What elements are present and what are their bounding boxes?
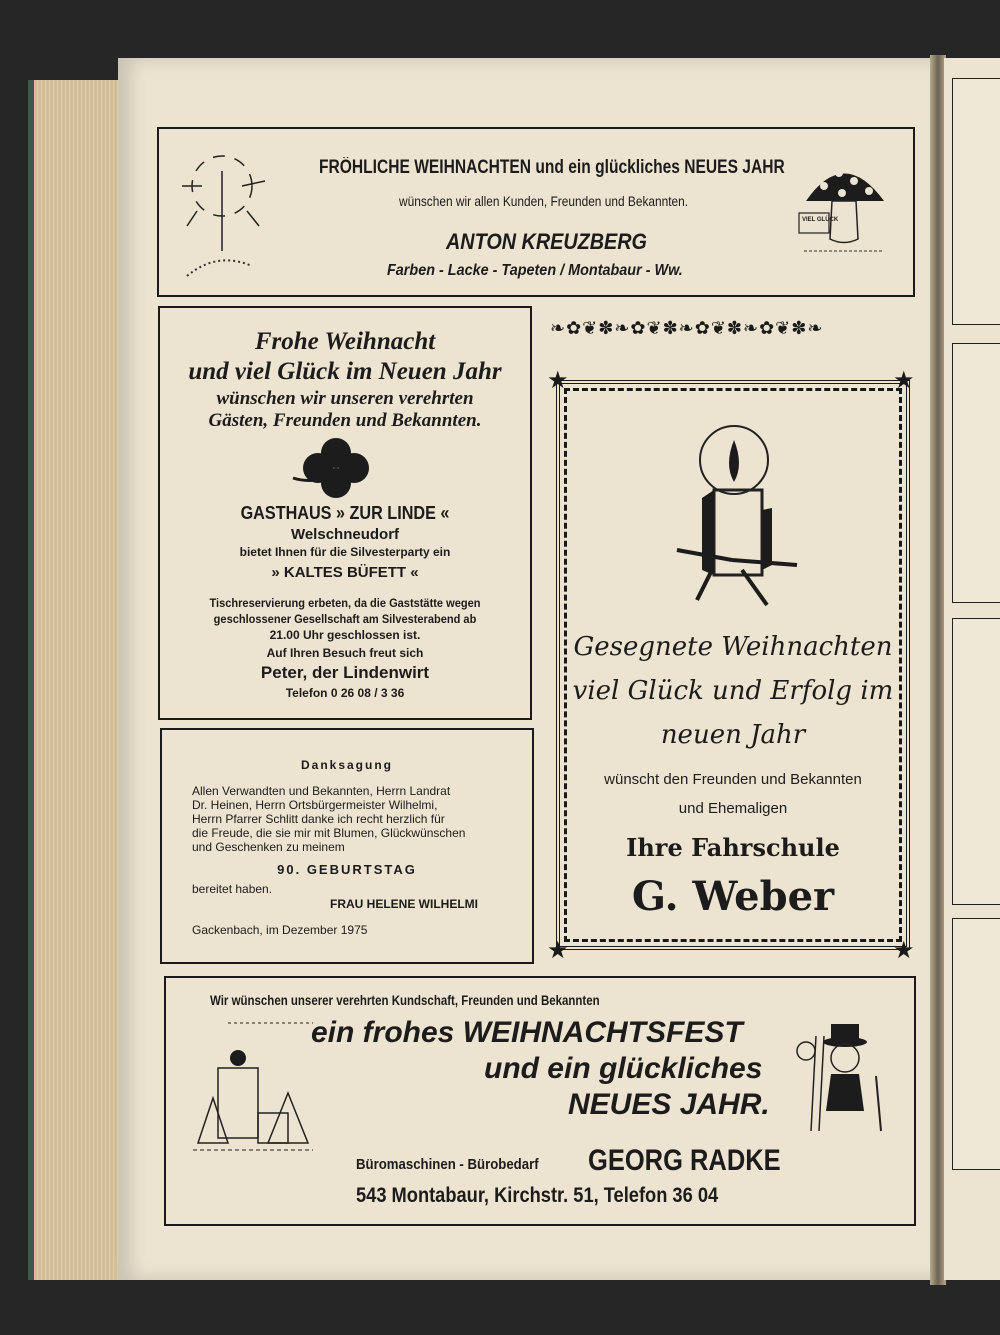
linde-line2: und viel Glück im Neuen Jahr: [188, 358, 502, 385]
danksagung-occasion: 90. GEBURTSTAG: [277, 862, 417, 877]
weber-line3: neuen Jahr: [660, 720, 806, 750]
danksagung-closing: bereitet haben.: [192, 882, 273, 896]
facing-page-ad-2: [952, 343, 1000, 603]
danksagung-body-2: Dr. Heinen, Herrn Ortsbürgermeister Wilhelmi,: [192, 798, 438, 812]
facing-page-ad-4: [952, 918, 1000, 1170]
kreuzberg-name: ANTON KREUZBERG: [446, 229, 647, 254]
danksagung-body-3: Herrn Pfarrer Schlitt danke ich recht herzlich für: [192, 812, 445, 826]
ad-georg-radke: [164, 976, 916, 1226]
linde-place: Welschneudorf: [290, 526, 400, 543]
star-icon: ★: [893, 366, 915, 394]
facing-page-ad-3: [952, 618, 1000, 905]
linde-line1: Frohe Weihnacht: [254, 328, 436, 355]
kreuzberg-headline: FRÖHLICHE WEIHNACHTEN und ein glückliches NEUES JAHR: [319, 157, 785, 178]
viel-glueck-sign: VIEL GLÜCK: [802, 217, 839, 223]
linde-inn-name: GASTHAUS » ZUR LINDE «: [240, 503, 450, 523]
linde-notice-3: 21.00 Uhr geschlossen ist.: [269, 628, 421, 642]
danksagung-body-4: die Freude, die sie mir mit Blumen, Glückwünschen: [192, 826, 466, 840]
star-icon: ★: [893, 936, 915, 964]
linde-phone: Telefon 0 26 08 / 3 36: [285, 686, 405, 700]
linde-buffet: » KALTES BÜFETT «: [271, 564, 419, 581]
radke-line3: NEUES JAHR.: [568, 1088, 770, 1121]
ad-danksagung: [160, 728, 534, 964]
weber-name: G. Weber: [631, 873, 835, 920]
linde-notice-1: Tischreservierung erbeten, da die Gaststätte wegen: [209, 596, 481, 610]
radke-business: Büromaschinen - Bürobedarf: [356, 1156, 539, 1173]
chimney-sweep-icon: [796, 1016, 886, 1136]
danksagung-signature: FRAU HELENE WILHELMI: [330, 897, 478, 911]
danksagung-title: Danksagung: [300, 758, 393, 772]
weber-school: Ihre Fahrschule: [626, 833, 840, 862]
weber-wish1: wünscht den Freunden und Bekannten: [604, 771, 862, 788]
candle-sketch-icon: [177, 141, 267, 281]
weber-wish2: und Ehemaligen: [678, 800, 788, 817]
candle-with-pine-icon: [672, 420, 802, 610]
floral-ornament-strip: ❧✿❦✽❧✿❦✽❧✿❦✽❧✿❦✽❧: [550, 318, 824, 339]
linde-notice-4: Auf Ihren Besuch freut sich: [266, 646, 424, 660]
winter-church-icon: [188, 1018, 318, 1158]
weber-line2: viel Glück und Erfolg im: [572, 676, 894, 706]
radke-line2: und ein glückliches: [484, 1052, 763, 1085]
kreuzberg-business: Farben - Lacke - Tapeten / Montabaur - Ww.: [387, 262, 683, 279]
star-icon: ★: [547, 366, 569, 394]
danksagung-body-5: und Geschenken zu meinem: [192, 840, 345, 854]
ad-gasthaus-linde: [158, 306, 532, 720]
radke-address: 543 Montabaur, Kirchstr. 51, Telefon 36 04: [356, 1184, 719, 1207]
star-icon: ★: [547, 936, 569, 964]
facing-page-ad-1: [952, 78, 1000, 325]
linde-host: Peter, der Lindenwirt: [260, 663, 430, 682]
linde-notice-2: geschlossener Gesellschaft am Silvesterabend ab: [213, 612, 477, 626]
radke-name: GEORG RADKE: [588, 1144, 781, 1177]
facing-page: [944, 58, 1000, 1280]
weber-line1: Gesegnete Weihnachten: [573, 632, 893, 662]
danksagung-body-1: Allen Verwandten und Bekannten, Herrn Landrat: [192, 784, 451, 798]
ad-kreuzberg: [157, 127, 915, 297]
radke-intro: Wir wünschen unserer verehrten Kundschaft, Freunden und Bekannten: [210, 992, 600, 1008]
kreuzberg-subline: wünschen wir allen Kunden, Freunden und Bekannten.: [399, 193, 689, 209]
mushroom-icon: [794, 151, 894, 261]
linde-line4: Gästen, Freunden und Bekannten.: [208, 410, 482, 431]
linde-offer: bietet Ihnen für die Silvesterparty ein: [239, 545, 451, 559]
linde-line3: wünschen wir unseren verehrten: [216, 388, 474, 409]
radke-line1: ein frohes WEIHNACHTSFEST: [311, 1016, 743, 1049]
danksagung-place-date: Gackenbach, im Dezember 1975: [192, 923, 368, 937]
cloverleaf-icon: [288, 433, 383, 503]
